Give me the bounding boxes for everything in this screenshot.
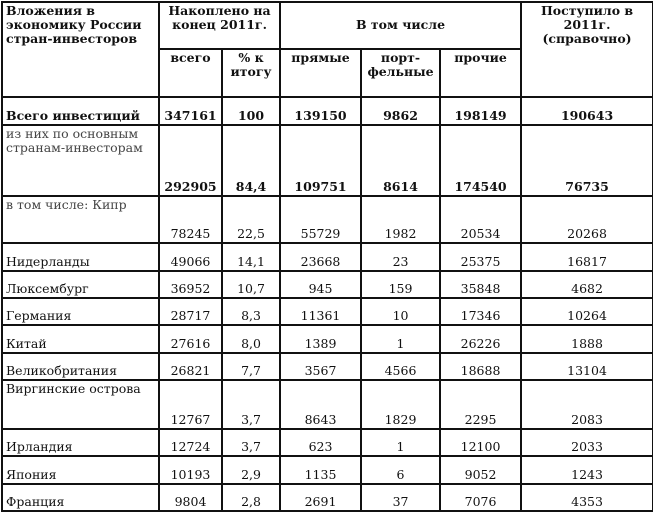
header-accumulated: Накоплено на конец 2011г. [159, 2, 280, 49]
row-name: Всего инвестиций [2, 97, 159, 124]
cell-direct: 945 [280, 271, 361, 298]
table-row [2, 429, 653, 456]
cell-received: 1243 [521, 456, 653, 483]
cell-percent: 100 [222, 97, 280, 124]
row-name: Япония [2, 456, 159, 483]
cell-other: 198149 [440, 97, 521, 124]
cell-other: 7076 [440, 484, 521, 511]
cell-total: 12767 [159, 380, 222, 429]
row-name: из них по основным странам-инвесторам [2, 125, 159, 196]
table-row [2, 353, 653, 380]
cell-direct: 2691 [280, 484, 361, 511]
cell-direct: 3567 [280, 353, 361, 380]
header-total: всего [159, 49, 222, 98]
cell-direct: 11361 [280, 298, 361, 325]
cell-other: 35848 [440, 271, 521, 298]
cell-other: 26226 [440, 325, 521, 352]
cell-received: 13104 [521, 353, 653, 380]
cell-portfolio: 10 [361, 298, 440, 325]
cell-received: 4682 [521, 271, 653, 298]
cell-received: 4353 [521, 484, 653, 511]
cell-received: 10264 [521, 298, 653, 325]
cell-portfolio: 1982 [361, 196, 440, 244]
cell-percent: 8,3 [222, 298, 280, 325]
cell-direct: 8643 [280, 380, 361, 429]
cell-portfolio: 4566 [361, 353, 440, 380]
table-row [2, 243, 653, 270]
cell-percent: 8,0 [222, 325, 280, 352]
cell-total: 26821 [159, 353, 222, 380]
cell-percent: 14,1 [222, 243, 280, 270]
row-name: Нидерланды [2, 243, 159, 270]
table-row [2, 325, 653, 352]
row-name: в том числе: Кипр [2, 196, 159, 244]
cell-portfolio: 1 [361, 429, 440, 456]
cell-received: 190643 [521, 97, 653, 124]
row-name: Люксембург [2, 271, 159, 298]
cell-other: 2295 [440, 380, 521, 429]
cell-other: 18688 [440, 353, 521, 380]
row-name: Франция [2, 484, 159, 511]
investment-table [1, 1, 653, 512]
table-row [2, 456, 653, 483]
header-percent: % к итогу [222, 49, 280, 98]
cell-total: 36952 [159, 271, 222, 298]
row-name: Великобритания [2, 353, 159, 380]
table-row [2, 298, 653, 325]
cell-portfolio: 23 [361, 243, 440, 270]
cell-received: 2083 [521, 380, 653, 429]
cell-other: 174540 [440, 125, 521, 196]
cell-portfolio: 6 [361, 456, 440, 483]
cell-direct: 109751 [280, 125, 361, 196]
cell-percent: 22,5 [222, 196, 280, 244]
table-row [2, 125, 653, 196]
header-including: В том числе [280, 2, 521, 49]
cell-received: 2033 [521, 429, 653, 456]
cell-received: 20268 [521, 196, 653, 244]
table-container [1, 1, 652, 512]
cell-portfolio: 1 [361, 325, 440, 352]
cell-total: 347161 [159, 97, 222, 124]
cell-total: 49066 [159, 243, 222, 270]
row-name: Китай [2, 325, 159, 352]
cell-portfolio: 9862 [361, 97, 440, 124]
cell-direct: 55729 [280, 196, 361, 244]
cell-other: 12100 [440, 429, 521, 456]
cell-other: 20534 [440, 196, 521, 244]
table-row [2, 271, 653, 298]
cell-direct: 623 [280, 429, 361, 456]
cell-percent: 84,4 [222, 125, 280, 196]
header-received: Поступило в 2011г. (справочно) [521, 2, 653, 97]
cell-received: 1888 [521, 325, 653, 352]
header-direct: прямые [280, 49, 361, 98]
cell-other: 17346 [440, 298, 521, 325]
cell-total: 28717 [159, 298, 222, 325]
header-countries: Вложения в экономику России стран-инвесторов [2, 2, 159, 97]
cell-received: 16817 [521, 243, 653, 270]
header-row-1 [2, 2, 653, 49]
cell-portfolio: 159 [361, 271, 440, 298]
cell-direct: 139150 [280, 97, 361, 124]
cell-total: 27616 [159, 325, 222, 352]
cell-percent: 3,7 [222, 429, 280, 456]
cell-portfolio: 1829 [361, 380, 440, 429]
cell-percent: 10,7 [222, 271, 280, 298]
cell-total: 12724 [159, 429, 222, 456]
row-name: Виргинские острова [2, 380, 159, 429]
cell-portfolio: 37 [361, 484, 440, 511]
row-name: Ирландия [2, 429, 159, 456]
cell-total: 10193 [159, 456, 222, 483]
cell-other: 25375 [440, 243, 521, 270]
header-other: прочие [440, 49, 521, 98]
table-row [2, 380, 653, 429]
cell-direct: 23668 [280, 243, 361, 270]
cell-percent: 2,8 [222, 484, 280, 511]
cell-direct: 1389 [280, 325, 361, 352]
cell-total: 9804 [159, 484, 222, 511]
cell-percent: 2,9 [222, 456, 280, 483]
cell-direct: 1135 [280, 456, 361, 483]
cell-total: 78245 [159, 196, 222, 244]
cell-received: 76735 [521, 125, 653, 196]
row-name: Германия [2, 298, 159, 325]
table-row [2, 196, 653, 244]
table-row [2, 484, 653, 511]
cell-percent: 3,7 [222, 380, 280, 429]
table-row [2, 97, 653, 124]
cell-total: 292905 [159, 125, 222, 196]
cell-other: 9052 [440, 456, 521, 483]
cell-percent: 7,7 [222, 353, 280, 380]
cell-portfolio: 8614 [361, 125, 440, 196]
header-portfolio: порт-фельные [361, 49, 440, 98]
